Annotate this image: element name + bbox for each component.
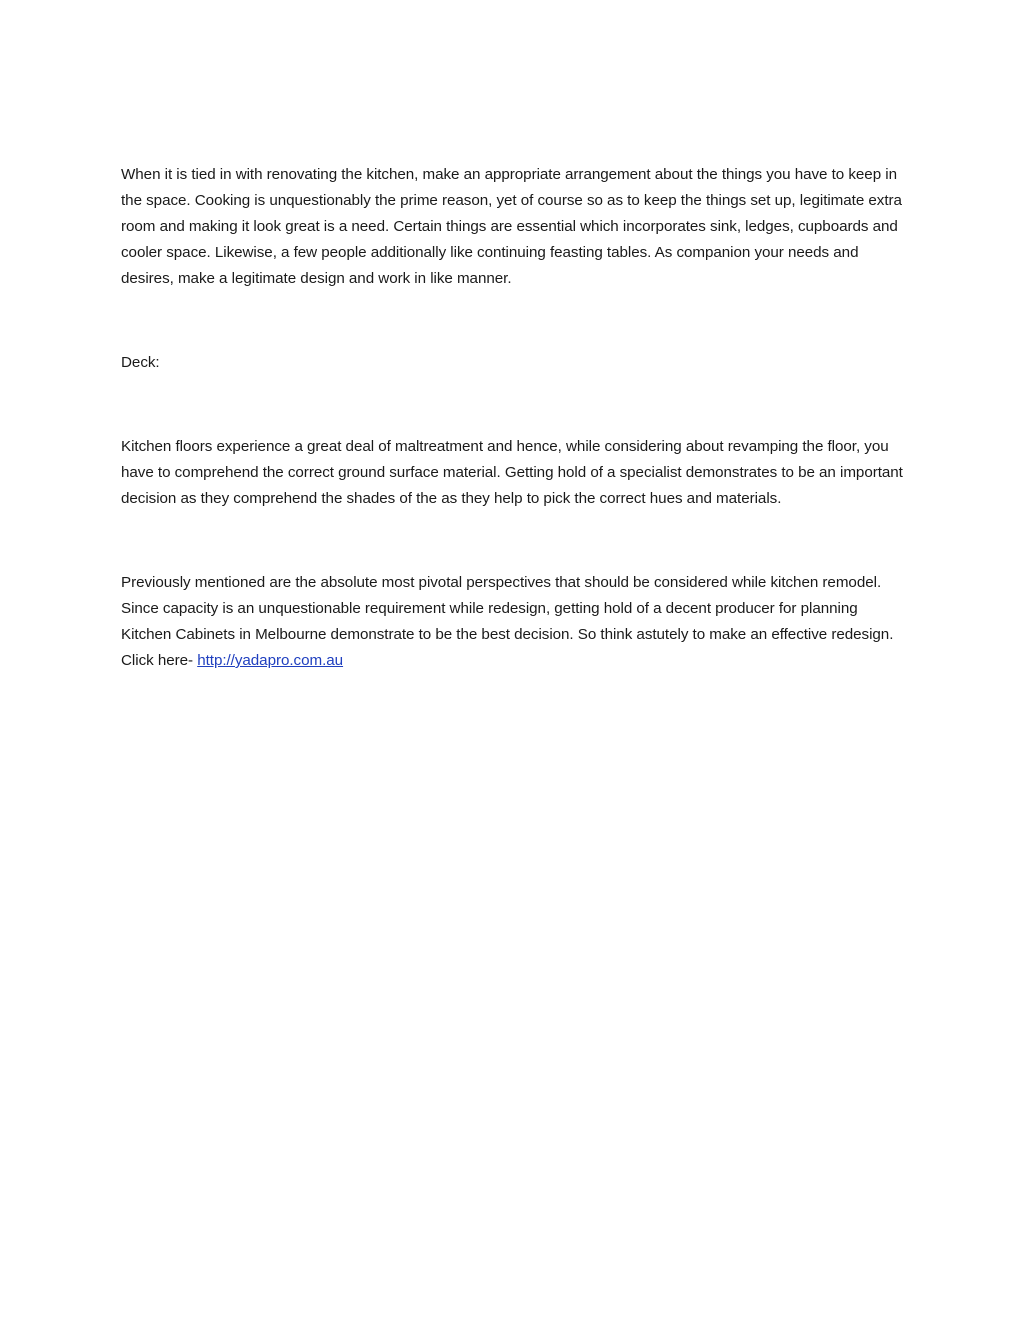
conclusion-paragraph [121,570,911,674]
floor-paragraph: Kitchen floors experience a great deal of maltreatment and hence, while considering about revamping the floor, you have to comprehend the correct ground surface material. Getting hold of a specialist demonstrates to be an important decision as they comprehend the shades of the as they help to pick the correct hues and materials. [121,438,903,507]
conclusion-text: Previously mentioned are the absolute most pivotal perspectives that should be considered while kitchen remodel. Since capacity is an unquestionable requirement while redesign, getting hold of a decent producer for planning Kitchen Cabinets in Melbourne demonstrate to be the best decision. So think astutely to make an effective redesign. Click here- [121,574,894,669]
intro-paragraph: When it is tied in with renovating the kitchen, make an appropriate arrangement about the things you have to keep in the space. Cooking is unquestionably the prime reason, yet of course so as to keep the things set up, legitimate extra room and making it look great is a need. Certain things are essential which incorporates sink, ledges, cupboards and cooler space. Likewise, a few people additionally like continuing feasting tables. As companion your needs and desires, make a legitimate design and work in like manner. [121,166,902,287]
deck-heading: Deck: [121,354,160,371]
website-link[interactable]: http://yadapro.com.au [197,652,344,669]
document-body [121,162,911,674]
